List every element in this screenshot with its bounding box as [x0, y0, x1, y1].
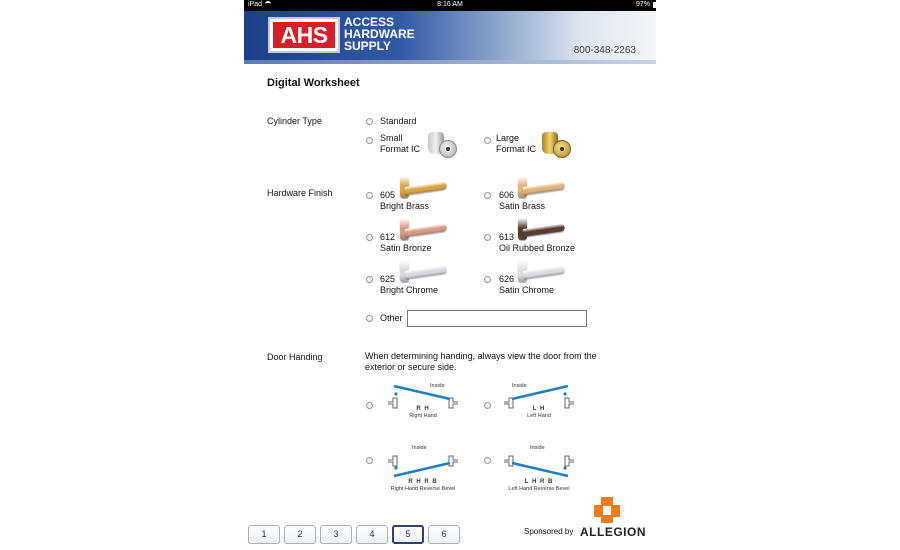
device-name: iPad: [248, 1, 263, 8]
option-small-ic-label: Small Format IC: [380, 133, 421, 154]
hardware-finish-label: Hardware Finish: [267, 188, 333, 198]
radio-finish-612[interactable]: [366, 234, 373, 241]
radio-handing-rh[interactable]: [366, 402, 373, 409]
page-button-5[interactable]: 5: [392, 525, 424, 544]
radio-finish-605[interactable]: [366, 192, 373, 199]
large-format-ic-cylinder-image: [542, 130, 572, 160]
radio-handing-lh[interactable]: [484, 402, 491, 409]
lever-626-image: [518, 260, 566, 282]
radio-cylinder-small-ic[interactable]: [366, 137, 373, 144]
page-button-4[interactable]: 4: [356, 525, 388, 544]
header-strip: [244, 60, 656, 64]
small-format-ic-cylinder-image: [428, 130, 458, 160]
radio-finish-625[interactable]: [366, 276, 373, 283]
finish-626-label: 626 Satin Chrome: [499, 274, 555, 295]
finish-606-label: 606 Satin Brass: [499, 190, 546, 211]
finish-625-label: 625 Bright Chrome: [380, 274, 439, 295]
diagram-right-hand-reverse-bevel: Inside R H R B Right Hand Reverse Bevel: [382, 442, 512, 492]
allegion-wordmark: ALLEGION: [580, 525, 646, 539]
page-button-2[interactable]: 2: [284, 525, 316, 544]
radio-cylinder-large-ic[interactable]: [484, 137, 491, 144]
ahs-logo: [268, 17, 340, 53]
option-large-ic-label: Large Format IC: [496, 133, 537, 154]
ipad-screen: [244, 0, 656, 550]
door-handing-label: Door Handing: [267, 352, 323, 362]
page-button-1[interactable]: 1: [248, 525, 280, 544]
lever-612-image: [400, 218, 448, 240]
finish-613-label: 613 Oil Rubbed Bronze: [499, 232, 576, 253]
lever-606-image: [518, 176, 566, 198]
radio-finish-626[interactable]: [484, 276, 491, 283]
radio-finish-606[interactable]: [484, 192, 491, 199]
door-handing-instruction: When determining handing, always view the door from the exterior or secure side.: [365, 351, 597, 372]
sponsored-by-text: Sponsored by: [524, 527, 574, 536]
phone-number[interactable]: 800-348-2263: [573, 45, 636, 56]
radio-finish-613[interactable]: [484, 234, 491, 241]
header-banner: [244, 11, 656, 63]
other-finish-input[interactable]: [407, 310, 587, 327]
diagram-right-hand: Inside R H Right Hand: [382, 380, 512, 430]
logo-wordmark: ACCESS HARDWARE SUPPLY: [344, 15, 415, 53]
lever-605-image: [400, 176, 448, 198]
radio-handing-lhrb[interactable]: [484, 457, 491, 464]
finish-other-label: Other: [380, 313, 403, 323]
page-button-3[interactable]: 3: [320, 525, 352, 544]
status-bar: [244, 0, 656, 11]
logo-abbr: AHS: [273, 22, 335, 48]
page-title: Digital Worksheet: [267, 77, 360, 89]
option-standard-label: Standard: [380, 116, 417, 126]
page-button-6[interactable]: 6: [428, 525, 460, 544]
door-swing-rh-diagram: [382, 380, 512, 430]
diagram-left-hand: Inside L H Left Hand: [498, 380, 628, 430]
radio-handing-rhrb[interactable]: [366, 457, 373, 464]
battery-icon: [653, 2, 656, 8]
status-time: 8:16 AM: [437, 1, 463, 8]
radio-cylinder-standard[interactable]: [366, 118, 373, 125]
finish-605-label: 605 Bright Brass: [380, 190, 430, 211]
allegion-logo-icon: [594, 497, 620, 523]
cylinder-type-label: Cylinder Type: [267, 116, 322, 126]
diagram-left-hand-reverse-bevel: Inside L H R B Left Hand Reverse Bevel: [498, 442, 628, 492]
finish-612-label: 612 Satin Bronze: [380, 232, 432, 253]
battery-percent: 97%: [635, 1, 650, 8]
radio-finish-other[interactable]: [366, 315, 373, 322]
lever-625-image: [400, 260, 448, 282]
lever-613-image: [518, 218, 566, 240]
